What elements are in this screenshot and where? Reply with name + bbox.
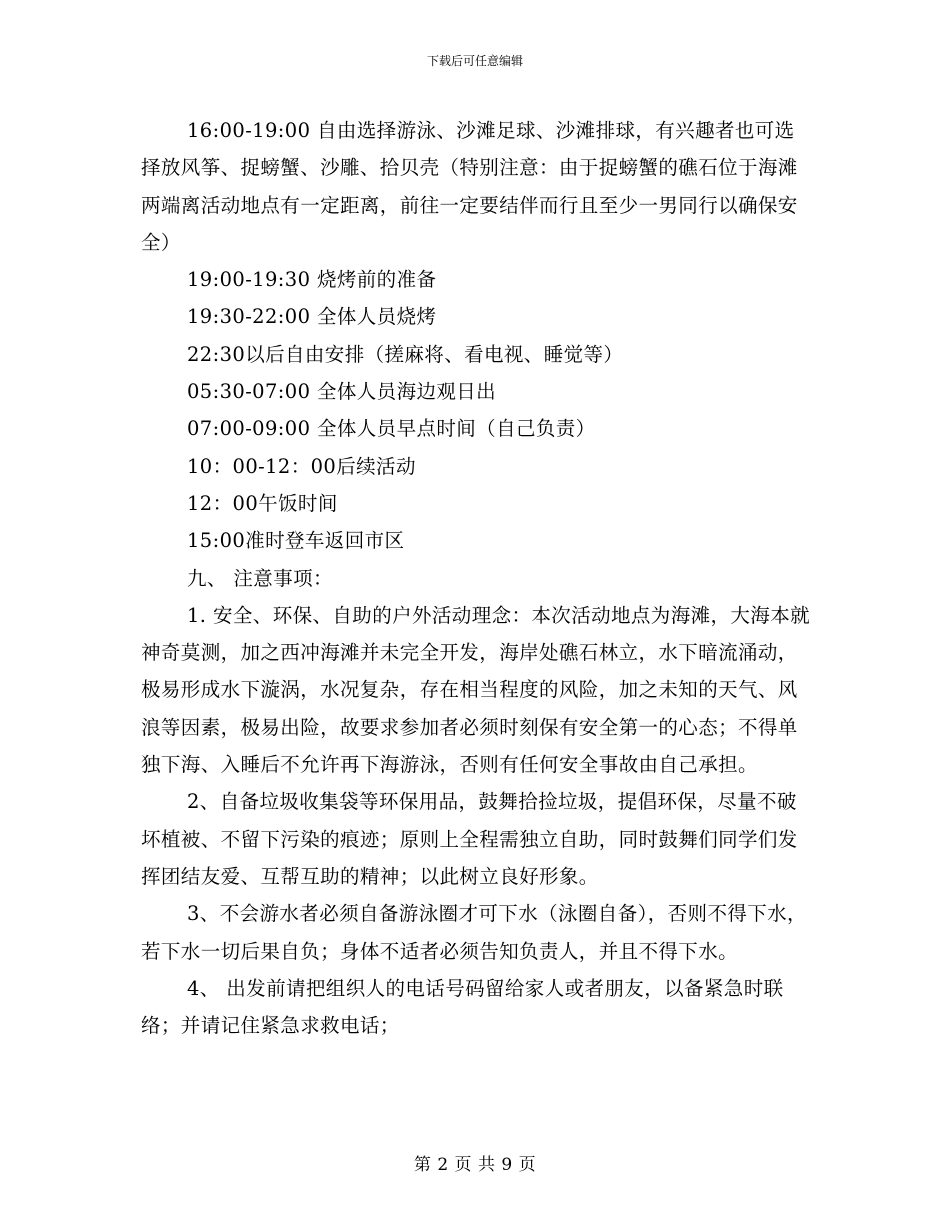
schedule-item-19-1930: 19:00-19:30 烧烤前的准备 [187,268,437,292]
page-header: 下载后可任意编辑 [426,54,523,68]
document-body [141,112,811,1044]
page-footer [0,1154,950,1176]
note-item-1: 1. 安全、环保、自助的户外活动理念：本次活动地点为海滩，大海本就神奇莫测，加之西冲海滩并未完全开发，海岸处礁石林立，水下暗流涌动，极易形成水下漩涡，水况复杂，存在相当程度的风险，加之未知的天气、风浪等因素，极易出险，故要求参加者必须时刻保有安全第一的心态；不得单独下海、入睡后不允许再下海游泳，否则有任何安全事故由自己承担。 [141,603,811,777]
schedule-item-0530-07: 05:30-07:00 全体人员海边观日出 [187,380,497,404]
schedule-item-2230: 22:30以后自由安排（搓麻将、看电视、睡觉等） [187,342,624,366]
note-item-2: 2、自备垃圾收集袋等环保用品，鼓舞拾捡垃圾，提倡环保，尽量不破坏植被、不留下污染的痕迹；原则上全程需独立自助，同时鼓舞们同学们发挥团结友爱、互帮互助的精神；以此树立良好形象。 [141,790,798,888]
section-heading-notes: 九、 注意事项： [187,566,333,590]
note-item-4: 4、 出发前请把组织人的电话号码留给家人或者朋友，以备紧急时联络；并请记住紧急求救电话； [141,976,784,1038]
page-number: 第 2 页 共 9 页 [413,1155,537,1175]
schedule-item-10-12: 10：00-12：00后续活动 [187,454,416,478]
schedule-item-1930-22: 19:30-22:00 全体人员烧烤 [187,305,437,329]
schedule-item-16-19: 16:00-19:00 自由选择游泳、沙滩足球、沙滩排球，有兴趣者也可选择放风筝、捉螃蟹、沙雕、拾贝壳（特别注意：由于捉螃蟹的礁石位于海滩两端离活动地点有一定距离，前往一定要结伴而行且至少一男同行以确保安全） [141,119,798,254]
note-item-3: 3、不会游水者必须自备游泳圈才可下水（泳圈自备），否则不得下水，若下水一切后果自负；身体不适者必须告知负责人，并且不得下水。 [141,902,807,963]
schedule-item-12: 12：00午饭时间 [187,491,338,515]
schedule-item-15: 15:00准时登车返回市区 [187,529,405,553]
schedule-item-07-09: 07:00-09:00 全体人员早点时间（自己负责） [187,417,596,441]
